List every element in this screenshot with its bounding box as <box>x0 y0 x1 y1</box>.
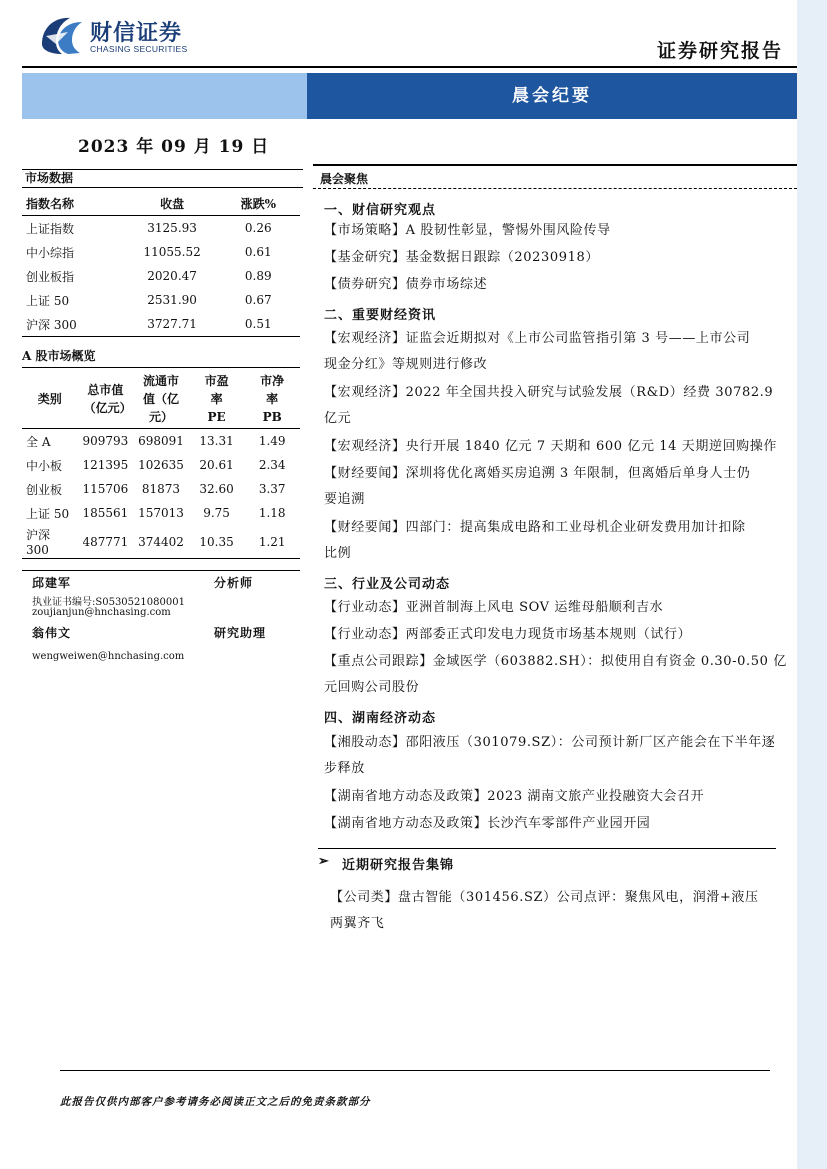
table-cell: 中小综指 <box>26 245 75 260</box>
table-cell: 0.26 <box>244 221 272 235</box>
table-cell: 32.60 <box>199 482 234 496</box>
table-row <box>22 240 300 264</box>
table-row <box>22 312 300 337</box>
market-data-title: 市场数据 <box>22 169 303 188</box>
section-heading: 二、重要财经资讯 <box>324 308 437 323</box>
table-cell: 909793 <box>82 434 129 448</box>
focus-rule <box>313 164 797 166</box>
table-header: 收盘 <box>128 191 217 216</box>
news-item[interactable]: 【宏观经济】央行开展 1840 亿元 7 天期和 600 亿元 14 天期逆回购操作 <box>324 439 777 454</box>
title-band-light <box>22 73 307 119</box>
news-item[interactable]: 【行业动态】亚洲首制海上风电 SOV 运维母船顺利吉水 <box>324 600 664 615</box>
table-cell: 全 A <box>26 434 51 449</box>
market-data-table <box>22 191 300 337</box>
table-cell: 0.61 <box>244 245 272 259</box>
table-cell: 2531.90 <box>147 293 197 307</box>
table-cell: 20.61 <box>199 458 234 472</box>
table-cell: 创业板 <box>26 482 63 497</box>
table-cell: 374402 <box>133 525 189 559</box>
disclaimer-footer: 此报告仅供内部客户参考请务必阅读正文之后的免责条款部分 <box>60 1096 371 1108</box>
table-cell: 沪深 300 <box>22 312 128 337</box>
table-header: 总市值（亿元） <box>78 370 134 429</box>
news-item[interactable]: 【湘股动态】邵阳液压（301079.SZ）：公司预计新厂区产能会在下半年逐 步释放 <box>324 735 776 776</box>
table-cell: 1.18 <box>258 506 286 520</box>
table-row <box>22 264 300 288</box>
table-row <box>22 501 300 525</box>
news-item[interactable]: 【宏观经济】证监会近期拟对《上市公司监管指引第 3 号——上市公司 现金分红》等规则进行修改 <box>324 331 751 372</box>
recent-report-item[interactable]: 【公司类】盘古智能（301456.SZ）公司点评：聚焦风电，润滑+液压 两翼齐飞 <box>330 890 759 931</box>
table-cell: 3.37 <box>258 482 286 496</box>
analyst-email[interactable]: wengweiwen@hnchasing.com <box>32 651 185 662</box>
table-cell: 2.34 <box>258 458 286 472</box>
table-cell: 185561 <box>82 506 129 520</box>
table-cell: 11055.52 <box>143 245 201 259</box>
table-cell: 115706 <box>82 482 129 496</box>
table-cell: 1.49 <box>258 434 286 448</box>
table-header: 指数名称 <box>22 191 128 216</box>
report-title: 晨会纪要 <box>512 86 592 106</box>
section-heading: 一、财信研究观点 <box>324 203 437 218</box>
table-cell: 沪深 300 <box>22 525 78 559</box>
table-cell: 157013 <box>138 506 184 520</box>
side-stripe <box>797 0 827 1169</box>
recent-divider <box>318 848 776 849</box>
table-row <box>22 216 300 241</box>
section-heading: 四、湖南经济动态 <box>324 711 437 726</box>
logo-icon <box>38 14 84 56</box>
recent-reports-title: 近期研究报告集锦 <box>342 858 455 873</box>
table-row <box>22 525 300 559</box>
table-header: 市盈率 PE <box>189 370 245 429</box>
analyst-email[interactable]: zoujianjun@hnchasing.com <box>32 607 171 618</box>
ashare-rule <box>22 367 300 368</box>
table-cell: 3727.71 <box>128 312 217 337</box>
table-cell: 81873 <box>141 482 181 496</box>
table-cell: 上证 50 <box>26 506 70 521</box>
footer-rule <box>60 1070 770 1071</box>
analyst-name: 翁伟文 <box>32 626 72 640</box>
table-cell: 中小板 <box>26 458 63 473</box>
table-cell: 9.75 <box>203 506 230 520</box>
focus-title: 晨会聚焦 <box>320 172 369 186</box>
news-item[interactable]: 【市场策略】A 股韧性彰显，警惕外围风险传导 <box>324 223 611 238</box>
table-header: 涨跌% <box>217 191 300 216</box>
table-cell: 上证指数 <box>26 221 75 236</box>
news-item[interactable]: 【重点公司跟踪】金域医学（603882.SH）：拟使用自有资金 0.30-0.50 亿 元回购公司股份 <box>324 654 787 695</box>
section-heading: 三、行业及公司动态 <box>324 577 451 592</box>
table-cell: 0.67 <box>244 293 272 307</box>
news-item[interactable]: 【宏观经济】2022 年全国共投入研究与试验发展（R&D）经费 30782.9 亿元 <box>324 385 774 426</box>
news-item[interactable]: 【财经要闻】四部门：提高集成电路和工业母机企业研发费用加计扣除 比例 <box>324 520 746 561</box>
table-cell: 创业板指 <box>26 269 75 284</box>
report-type: 证券研究报告 <box>656 40 783 62</box>
table-cell: 2020.47 <box>147 269 197 283</box>
table-cell: 487771 <box>78 525 134 559</box>
logo-english: CHASING SECURITIES <box>90 44 188 54</box>
table-header: 流通市值（亿元） <box>133 370 189 429</box>
table-cell: 0.89 <box>244 269 272 283</box>
news-item[interactable]: 【行业动态】两部委正式印发电力现货市场基本规则（试行） <box>324 627 692 642</box>
table-cell: 121395 <box>82 458 129 472</box>
news-item[interactable]: 【湖南省地方动态及政策】长沙汽车零部件产业园开园 <box>324 816 651 831</box>
news-item[interactable]: 【财经要闻】深圳将优化离婚买房追溯 3 年限制，但离婚后单身人士仍 要追溯 <box>324 466 751 507</box>
table-row <box>22 477 300 501</box>
table-header: 类别 <box>22 370 78 429</box>
table-cell: 0.51 <box>217 312 300 337</box>
analyst-role: 分析师 <box>214 576 254 590</box>
analyst-cert: 执业证书编号:S0530521080001 <box>32 597 185 608</box>
table-cell: 698091 <box>138 434 184 448</box>
ashare-table <box>22 370 300 559</box>
table-header: 市净率 PB <box>244 370 300 429</box>
focus-divider <box>313 188 797 189</box>
table-row <box>22 453 300 477</box>
table-cell: 上证 50 <box>26 293 70 308</box>
table-cell: 13.31 <box>199 434 234 448</box>
analyst-role: 研究助理 <box>214 626 267 640</box>
table-row <box>22 429 300 454</box>
news-item[interactable]: 【湖南省地方动态及政策】2023 湖南文旅产业投融资大会召开 <box>324 789 705 804</box>
table-cell: 1.21 <box>244 525 300 559</box>
table-cell: 3125.93 <box>147 221 197 235</box>
table-cell: 10.35 <box>189 525 245 559</box>
news-item[interactable]: 【债券研究】债券市场综述 <box>324 277 488 292</box>
table-row <box>22 288 300 312</box>
analyst-rule <box>22 570 300 571</box>
header-rule <box>22 66 797 68</box>
analyst-name: 邱建军 <box>32 576 72 590</box>
news-item[interactable]: 【基金研究】基金数据日跟踪（20230918） <box>324 250 599 265</box>
table-cell: 102635 <box>138 458 184 472</box>
arrow-bullet-icon: ➢ <box>318 854 329 869</box>
report-date: 2023 年 09 月 19 日 <box>78 137 270 157</box>
logo-text: 财信证券 <box>90 21 183 46</box>
ashare-title: A 股市场概览 <box>22 349 96 363</box>
